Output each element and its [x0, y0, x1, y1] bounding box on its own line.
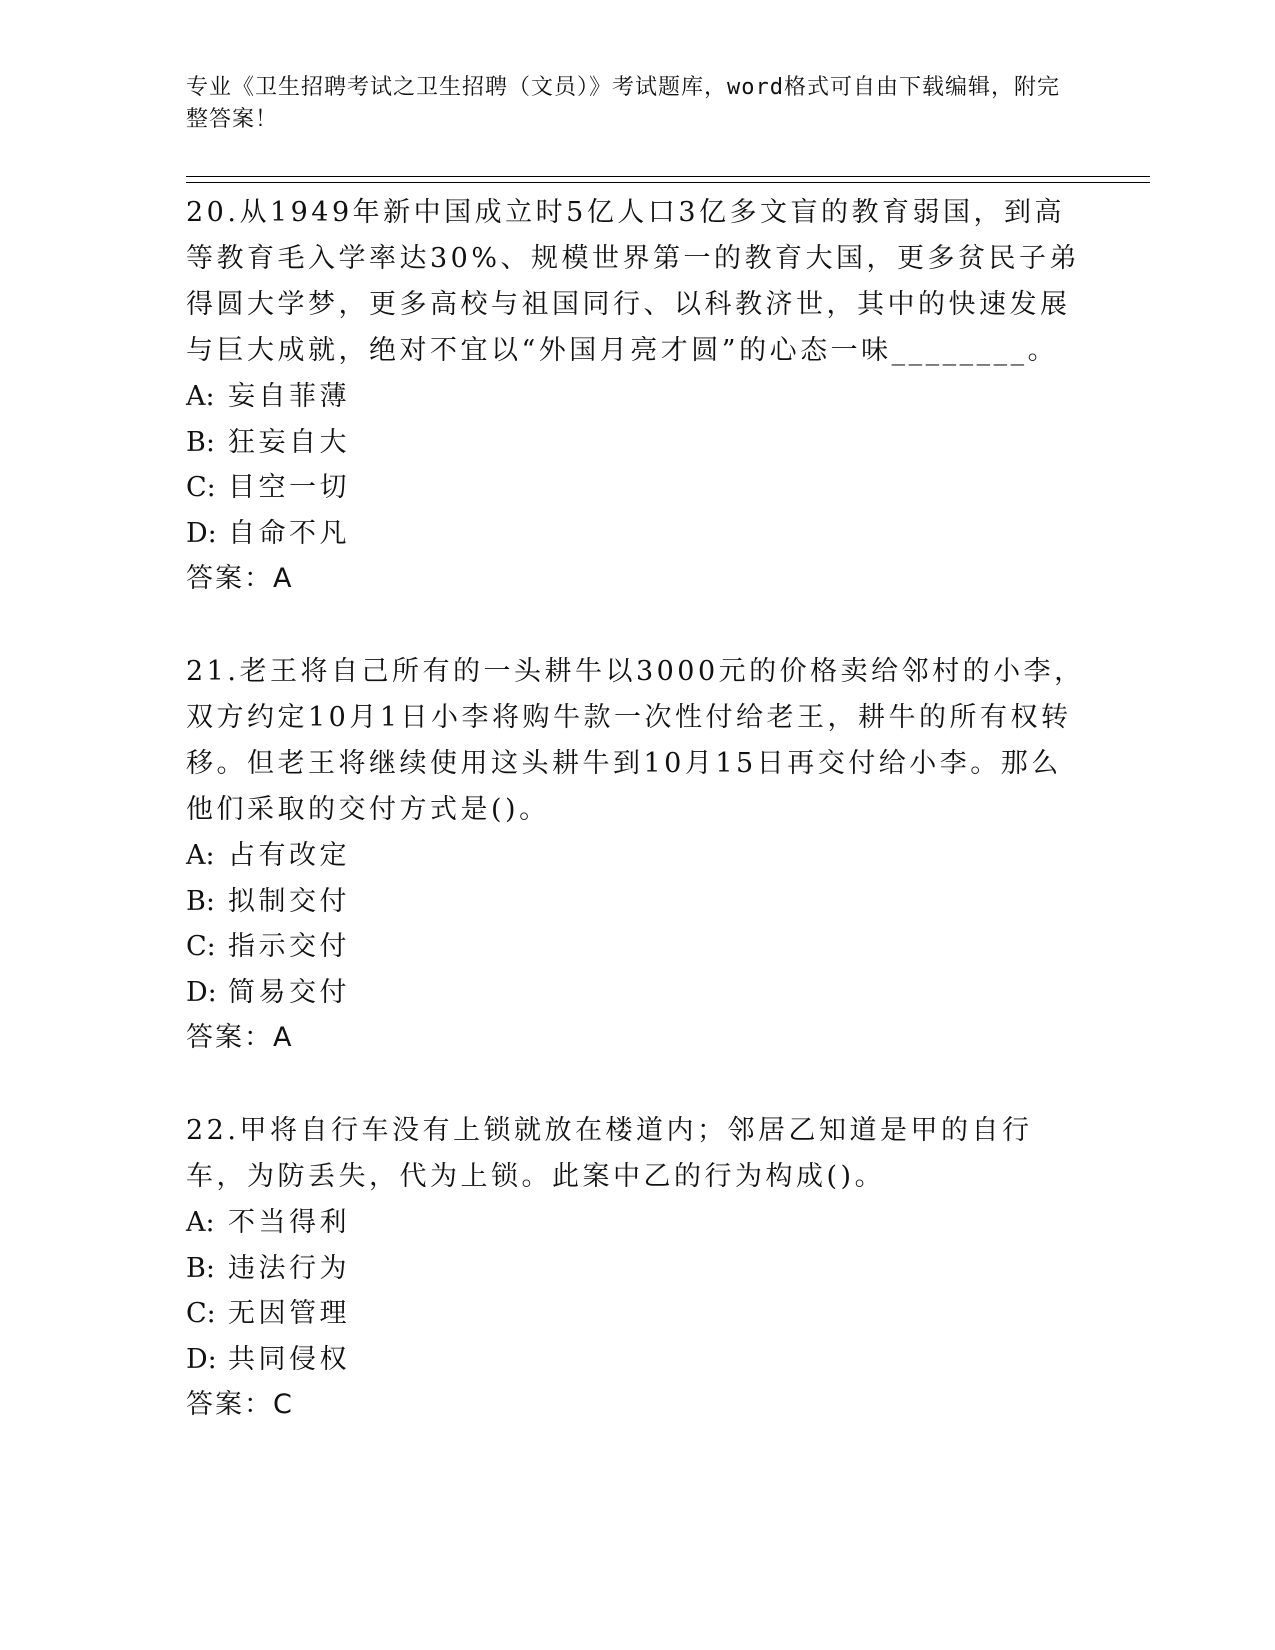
option-c — [186, 465, 1086, 511]
document-header: 专业《卫生招聘考试之卫生招聘（文员）》考试题库，word格式可自由下载编辑，附完整答案！ — [186, 75, 1060, 132]
option-letter: B: — [186, 426, 215, 458]
option-a — [186, 1200, 1086, 1246]
option-letter: C: — [186, 931, 216, 962]
option-text: 自命不凡 — [228, 517, 350, 549]
option-text: 简易交付 — [228, 976, 350, 1008]
option-letter: B: — [186, 1252, 215, 1284]
question-21 — [186, 645, 1086, 1061]
header-divider-top — [186, 176, 1150, 177]
option-text: 指示交付 — [228, 931, 350, 962]
option-a — [186, 374, 1086, 420]
option-text: 拟制交付 — [228, 885, 350, 917]
question-22 — [186, 1104, 1086, 1428]
answer-line: 答案：A — [186, 563, 294, 594]
option-b — [186, 1246, 1086, 1292]
question-stem: 21.老王将自己所有的一头耕牛以3000元的价格卖给邻村的小李，双方约定10月1日小李将购牛款一次性付给老王，耕牛的所有权转移。但老王将继续使用这头耕牛到10月15日再交付给小李。那么他们采取的交付方式是()。 — [186, 656, 1085, 825]
spacer — [186, 602, 1086, 645]
option-text: 共同侵权 — [228, 1343, 350, 1375]
option-d — [186, 511, 1086, 557]
option-letter: D: — [186, 1343, 217, 1375]
option-text: 狂妄自大 — [228, 426, 350, 458]
option-b — [186, 879, 1086, 925]
header-divider-bottom — [186, 182, 1150, 183]
answer-line: 答案：C — [186, 1389, 294, 1420]
option-letter: C: — [186, 1298, 216, 1329]
option-text: 不当得利 — [228, 1207, 350, 1238]
question-stem: 22.甲将自行车没有上锁就放在楼道内；邻居乙知道是甲的自行车，为防丢失，代为上锁。此案中乙的行为构成()。 — [186, 1115, 1033, 1192]
option-letter: A: — [186, 840, 215, 871]
option-c — [186, 1291, 1086, 1337]
option-text: 无因管理 — [228, 1298, 350, 1329]
option-letter: A: — [186, 381, 215, 412]
option-letter: D: — [186, 976, 217, 1008]
option-a — [186, 833, 1086, 879]
option-letter: A: — [186, 1207, 215, 1238]
answer-line: 答案：A — [186, 1022, 294, 1053]
option-text: 违法行为 — [228, 1252, 350, 1284]
option-d — [186, 1337, 1086, 1383]
option-text: 占有改定 — [228, 840, 350, 871]
option-d — [186, 970, 1086, 1016]
option-letter: C: — [186, 472, 216, 503]
question-stem: 20.从1949年新中国成立时5亿人口3亿多文盲的教育弱国，到高等教育毛入学率达30%、规模世界第一的教育大国，更多贫民子弟得圆大学梦，更多高校与祖国同行、以科教济世，其中的快速发展与巨大成就，绝对不宜以“外国月亮才圆”的心态一味________。 — [186, 197, 1081, 366]
option-b — [186, 420, 1086, 466]
question-list — [186, 186, 1086, 1428]
option-text: 妄自菲薄 — [228, 381, 350, 412]
spacer — [186, 1061, 1086, 1104]
option-text: 目空一切 — [228, 472, 350, 503]
option-c — [186, 924, 1086, 970]
option-letter: D: — [186, 517, 217, 549]
question-20 — [186, 186, 1086, 602]
option-letter: B: — [186, 885, 215, 917]
